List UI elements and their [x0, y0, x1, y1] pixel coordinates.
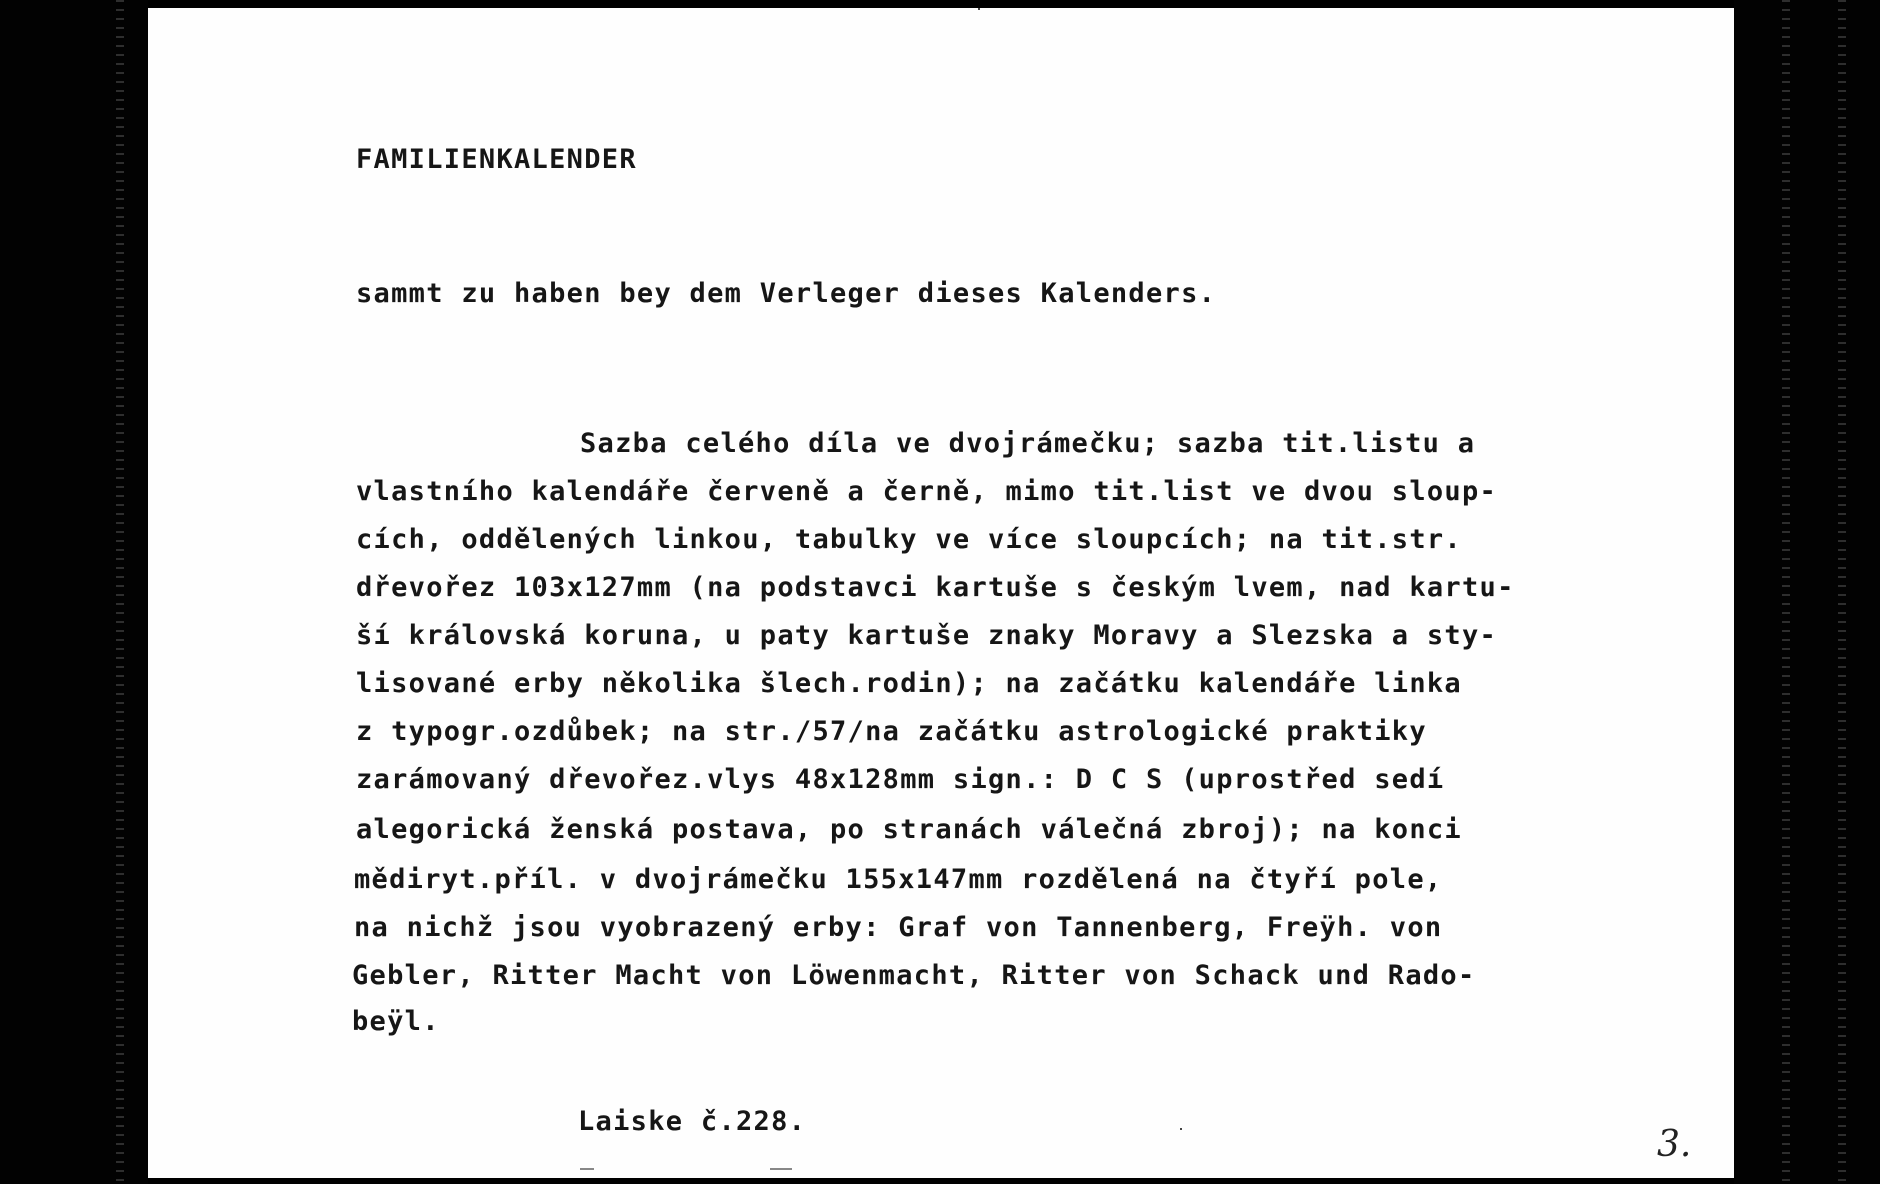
paper-smudge: [770, 1168, 792, 1170]
body-line: na nichž jsou vyobrazený erby: Graf von Tannenberg, Freÿh. von: [354, 912, 1443, 943]
body-line: dřevořez 103x127mm (na podstavci kartuše s českým lvem, nad kartu-: [356, 572, 1515, 603]
body-line: mědiryt.příl. v dvojrámečku 155x147mm rozdělená na čtyří pole,: [354, 864, 1443, 895]
body-line: Gebler, Ritter Macht von Löwenmacht, Ritter von Schack und Rado-: [352, 960, 1476, 991]
body-line: zarámovaný dřevořez.vlys 48x128mm sign.: D C S (uprostřed sedí: [356, 764, 1445, 795]
body-line: beÿl.: [352, 1006, 440, 1037]
body-line: lisované erby několika šlech.rodin); na začátku kalendáře linka: [356, 668, 1462, 699]
body-line: ší královská koruna, u paty kartuše znaky Moravy a Slezska a sty-: [356, 620, 1498, 651]
body-line: Sazba celého díla ve dvojrámečku; sazba tit.listu a: [580, 428, 1476, 459]
catalog-card: [148, 8, 1734, 1178]
paper-smudge: [580, 1168, 594, 1170]
film-border-left: [0, 0, 148, 1184]
body-line: z typogr.ozdůbek; na str./57/na začátku astrologické praktiky: [356, 716, 1427, 747]
body-line: cích, oddělených linkou, tabulky ve více sloupcích; na tit.str.: [356, 524, 1462, 555]
catalog-reference: Laiske č.228.: [578, 1106, 807, 1137]
film-speckle-left: [116, 0, 124, 1184]
card-subtitle: sammt zu haben bey dem Verleger dieses Kalenders.: [356, 278, 1217, 309]
body-line: vlastního kalendáře červeně a černě, mimo tit.list ve dvou sloup-: [356, 476, 1498, 507]
film-border-right: [1734, 0, 1880, 1184]
film-speckle-right-2: [1838, 0, 1846, 1184]
handwritten-page-number: 3.: [1657, 1124, 1692, 1165]
card-heading: FAMILIENKALENDER: [356, 144, 637, 175]
paper-speck: [1180, 1128, 1182, 1130]
body-line: alegorická ženská postava, po stranách válečná zbroj); na konci: [356, 814, 1462, 845]
film-speckle-right: [1782, 0, 1790, 1184]
paper-speck: [978, 8, 980, 10]
